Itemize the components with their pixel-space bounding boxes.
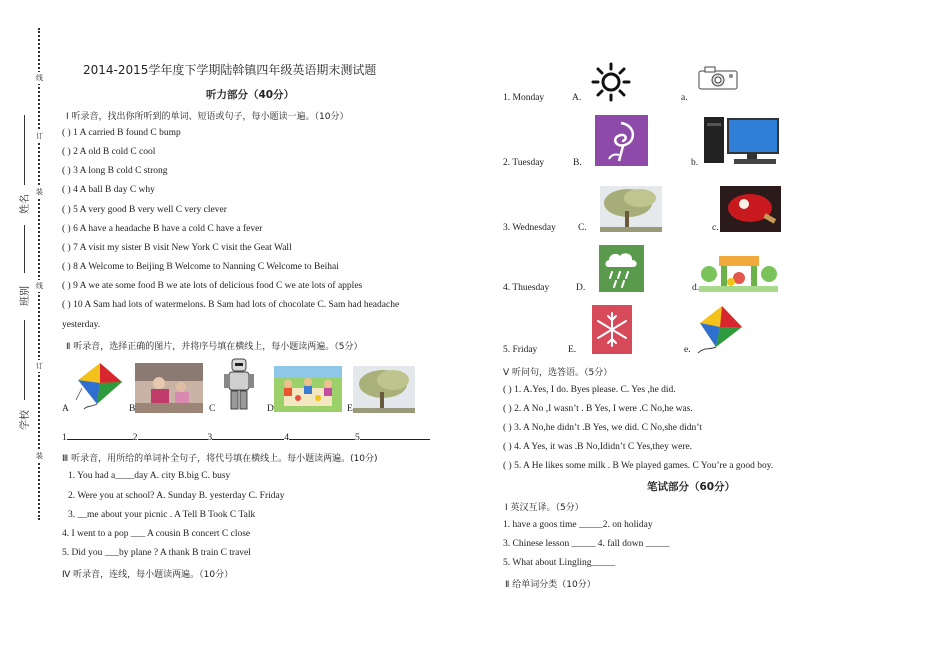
answer-blank[interactable]: [67, 431, 133, 440]
writing-heading: 笔试部分（60分）: [647, 481, 736, 493]
answer-blank[interactable]: [212, 431, 284, 440]
picture-letter: B: [129, 404, 136, 414]
question-item: ( ) 1. A.Yes, I do. Byes please. C. Yes ,he did.: [503, 385, 676, 395]
question-item: ( ) 2. A No ,I wasn’t . B Yes, I were .C No,he was.: [503, 404, 693, 414]
question-item: ( ) 8 A Welcome to Beijing B Welcome to Nanning C Welcome to Beihai: [62, 262, 339, 272]
question-item: ( ) 6 A have a headache B have a cold C have a fever: [62, 224, 263, 234]
windy-tree-image: [600, 186, 662, 232]
binding-mark: 线: [36, 282, 43, 290]
day-label: 4. Thuesday: [503, 283, 550, 293]
question-item: ( ) 1 A carried B found C bump: [62, 128, 181, 138]
answer-blank[interactable]: [360, 431, 430, 440]
question-item: 2. Were you at school? A. Sunday B. yesterday C. Friday: [68, 491, 285, 501]
blank-number: 4: [284, 433, 289, 443]
question-item: ( ) 3. A No,he didn’t .B Yes, we did. C No,she didn’t: [503, 423, 702, 433]
day-label: 5. Friday: [503, 345, 538, 355]
day-label: 2. Tuesday: [503, 158, 545, 168]
school-blank-line[interactable]: [24, 320, 25, 400]
option-letter: B.: [573, 158, 582, 168]
question-item: ( ) 7 A visit my sister B visit New York C visit the Geat Wall: [62, 243, 292, 253]
listening-heading: 听力部分（40分）: [206, 89, 295, 101]
question-item: 5. Did you ___by plane ? A thank B train C travel: [62, 548, 251, 558]
answer-blank[interactable]: [138, 431, 208, 440]
windy-tree-image: [353, 366, 415, 413]
question-item-wrap: yesterday.: [62, 320, 101, 330]
day-label: 1. Monday: [503, 93, 545, 103]
option-letter: d.: [692, 283, 700, 293]
school-label: 学校: [20, 410, 31, 430]
question-item: ( ) 5 A very good B very well C very clever: [62, 205, 227, 215]
translation-line: 5. What about Lingling_____: [503, 558, 616, 568]
question-item: 1. You had a____day A. city B.big C. busy: [68, 471, 231, 481]
option-letter: E.: [568, 345, 577, 355]
translation-line: 1. have a goos time _____2. on holiday: [503, 520, 653, 530]
option-letter: b.: [691, 158, 699, 168]
option-letter: D.: [576, 283, 586, 293]
blank-number: 1: [62, 433, 67, 443]
blank-number: 3: [207, 433, 213, 443]
rose-image: [595, 115, 648, 166]
answer-blanks-row: [62, 431, 430, 443]
class-label: 班别: [20, 286, 31, 306]
question-item: ( ) 9 A we ate some food B we ate lots of delicious food C we ate lots of apples: [62, 281, 363, 291]
writing1-instruction: Ⅰ 英汉互译。（5分）: [505, 503, 584, 513]
answer-blank[interactable]: [289, 431, 355, 440]
page-title: 2014-2015学年度下学期陆斡镇四年级英语期末测试题: [83, 63, 377, 77]
blank-number: 2: [132, 433, 138, 443]
name-label: 姓名: [20, 194, 31, 214]
kite-image: [692, 303, 746, 355]
option-letter: c.: [712, 223, 719, 233]
question-item: ( ) 10 A Sam had lots of watermelons. B Sam had lots of chocolate C. Sam had headache: [62, 300, 400, 310]
computer-image: [702, 113, 782, 167]
question-item: 3. __me about your picnic . A Tell B Took C Talk: [68, 510, 256, 520]
part3-instruction: Ⅲ 听录音，用所给的单词补全句子，将代号填在横线上。每小题读两遍。(10分): [62, 454, 378, 464]
part2-instruction: Ⅱ 听录音，选择正确的图片，并将序号填在横线上，每小题读两遍。（5分）: [66, 342, 363, 352]
question-item: 4. I went to a pop ___ A cousin B concert C close: [62, 529, 251, 539]
binding-dotted-line: [38, 28, 40, 520]
name-blank-line[interactable]: [24, 115, 25, 185]
option-letter: e.: [684, 345, 691, 355]
binding-mark: 订: [36, 362, 43, 370]
camera-icon: [697, 64, 739, 92]
picture-letter: E: [347, 404, 353, 414]
question-item: ( ) 2 A old B cold C cool: [62, 147, 156, 157]
question-item: ( ) 4. A Yes, it was .B No,Ididn’t C Yes,they were.: [503, 442, 693, 452]
blank-number: 5: [355, 433, 360, 443]
rain-icon: [599, 245, 644, 292]
option-letter: A.: [572, 93, 582, 103]
translation-line: 3. Chinese lesson _____ 4. fall down _____: [503, 539, 670, 549]
part4-instruction: Ⅳ 听录音，连线，每小题读两遍。（10分）: [62, 570, 234, 580]
writing2-instruction: Ⅱ 给单词分类（10分）: [505, 580, 596, 590]
sun-icon: [590, 62, 632, 102]
option-letter: C.: [578, 223, 587, 233]
family-photo-image: [135, 363, 203, 413]
day-label: 3. Wednesday: [503, 223, 556, 233]
question-item: ( ) 5. A He likes some milk . B We played games. C You’re a good boy.: [503, 461, 774, 471]
kite-image: [70, 360, 126, 412]
snowflake-icon: [592, 305, 632, 354]
picture-letter: D: [267, 404, 274, 414]
picture-letter: A: [62, 404, 69, 414]
question-item: ( ) 4 A ball B day C why: [62, 185, 155, 195]
ping-pong-image: [720, 186, 781, 232]
robot-image: [222, 356, 258, 414]
binding-mark: 装: [36, 452, 43, 460]
picture-letter: C: [209, 404, 216, 414]
part5-instruction: Ⅴ 听问句，选答语。（5分）: [503, 368, 613, 378]
option-letter: a.: [681, 93, 688, 103]
binding-mark: 订: [36, 132, 43, 140]
question-item: ( ) 3 A long B cold C strong: [62, 166, 168, 176]
picnic-image: [274, 366, 342, 412]
class-blank-line[interactable]: [24, 225, 25, 273]
part1-instruction: Ⅰ 听录音，找出你所听到的单词、短语或句子，每小题读一遍。（10分）: [66, 112, 349, 122]
binding-mark: 线: [36, 74, 43, 82]
binding-mark: 装: [36, 188, 43, 196]
zoo-image: [699, 246, 778, 292]
